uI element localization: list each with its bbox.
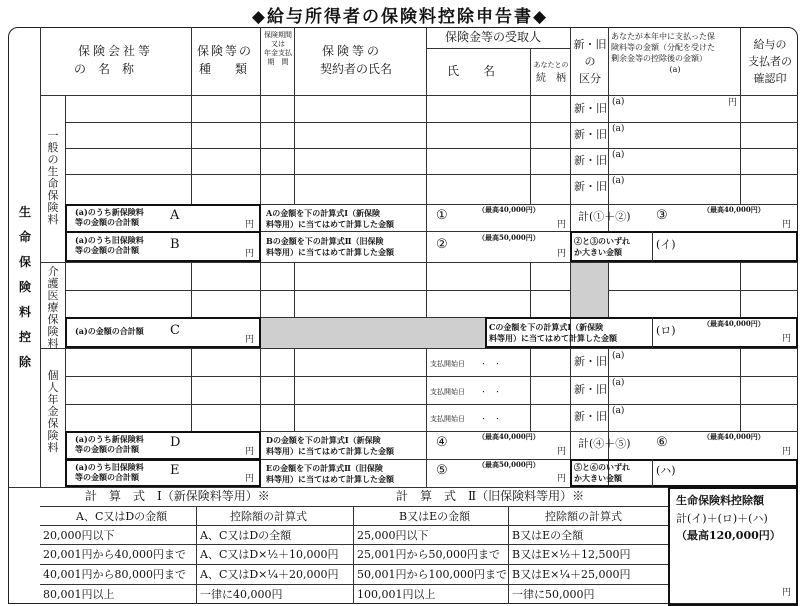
a-mark: (a) [612, 150, 625, 160]
circle-2: ② [436, 237, 448, 252]
B-desc: (a)のうち旧保険料 等の金額の合計額 [75, 235, 144, 255]
C-desc: (a)の金額の合計額 [75, 326, 144, 336]
new-old-5: 新・旧 [574, 355, 607, 368]
f2-row2-range: 25,001円から50,000円まで [357, 548, 500, 561]
yen: 円 [245, 249, 255, 259]
f1-row4-calc: 一律に40,000円 [200, 588, 283, 601]
f2-row1-range: 25,000円以下 [357, 529, 429, 542]
yen: 円 [557, 474, 567, 484]
max-50000: （最高50,000円） [478, 233, 540, 242]
E-desc: (a)のうち旧保険料 等の金額の合計額 [75, 462, 144, 482]
C-calc: Cの金額を下の計算式Ⅰ（新保険 料等用）に当てはめて計算した金額 [489, 322, 617, 343]
f1-row1-calc: A、C又はDの全額 [200, 529, 292, 542]
yen: 円 [782, 447, 792, 457]
ha-mark: (ハ) [656, 464, 676, 477]
A-desc: (a)のうち新保険料 等の金額の合計額 [75, 207, 144, 227]
i-mark: (イ) [656, 238, 676, 251]
pension-date: ・ ・ [480, 415, 501, 423]
B-calc: Bの金額を下の計算式Ⅱ（旧保険 料等用）に当てはめて計算した金額 [266, 236, 394, 257]
yen: 円 [245, 447, 255, 457]
new-old-6: 新・旧 [574, 383, 607, 396]
formula2-head2: 控除額の計算式 [545, 510, 622, 523]
yen: 円 [245, 335, 255, 345]
a-mark: (a) [612, 124, 625, 134]
max-40000: （最高40,000円） [703, 205, 765, 214]
f2-row1-calc: B又はEの全額 [512, 529, 584, 542]
total-max: （最高120,000円） [676, 529, 781, 542]
ro-mark: (ロ) [656, 324, 676, 337]
circle-5: ⑤ [436, 463, 448, 478]
yen: 円 [557, 249, 567, 259]
yen: 円 [782, 220, 792, 230]
greater-2-3: ②と③のいずれ か大きい金額 [574, 236, 630, 257]
f2-row3-range: 50,001円から100,000円まで [357, 568, 507, 581]
relation-header: あなたとの 続 柄 [533, 61, 569, 84]
pension-start: 支払開始日 [430, 360, 465, 368]
recipient-header: 保険金等の受取人 [445, 30, 542, 44]
company-header-sub: の 名 称 [74, 62, 135, 76]
max-40000: （最高40,000円） [478, 432, 540, 441]
pension-date: ・ ・ [480, 360, 501, 368]
contractor-header: 保険等の [322, 44, 383, 58]
f1-row1-range: 20,000円以下 [43, 529, 115, 542]
section-general: 一般の生命保険料 [47, 129, 59, 226]
yen: 円 [728, 98, 738, 108]
a-mark: (a) [612, 378, 625, 388]
type-header-sub: 種 類 [199, 62, 248, 76]
max-50000: （最高50,000円） [478, 460, 540, 469]
formula1-head1: A、C又はDの金額 [76, 510, 168, 523]
recipient-name-header: 氏 名 [447, 64, 496, 78]
new-old-1: 新・旧 [574, 102, 607, 115]
max-40000: （最高40,000円） [703, 432, 765, 441]
yen: 円 [245, 474, 255, 484]
C-letter: C [170, 323, 180, 338]
A-calc: Aの金額を下の計算式Ⅰ（新保険 料等用）に当てはめて計算した金額 [266, 208, 394, 229]
f1-row4-range: 80,001円以上 [43, 588, 115, 601]
period-header: 保険期間 又は 年金支払 期 間 [264, 31, 292, 66]
greater-5-6: ⑤と⑥のいずれ か大きい金額 [574, 462, 630, 483]
total-formula: 計(イ)＋(ロ)＋(ハ) [676, 512, 768, 525]
new-old-3: 新・旧 [574, 154, 607, 167]
company-header: 保険会社等 [78, 44, 154, 58]
circle-3: ③ [656, 208, 668, 223]
gray-cell [261, 318, 485, 348]
D-desc: (a)のうち新保険料 等の金額の合計額 [75, 434, 144, 454]
f1-row2-range: 20,001円から40,000円まで [43, 548, 186, 561]
circle-4: ④ [436, 435, 448, 450]
gray-cell [571, 263, 608, 317]
sum-1-2: 計(①＋②) [578, 210, 631, 223]
yen: 円 [782, 334, 792, 344]
pension-date: ・ ・ [480, 388, 501, 396]
yen: 円 [245, 220, 255, 230]
f2-row2-calc: B又はE×½＋12,500円 [512, 548, 631, 561]
f1-row3-range: 40,001円から80,000円まで [43, 568, 186, 581]
new-old-4: 新・旧 [574, 180, 607, 193]
yen: 円 [557, 447, 567, 457]
a-mark: (a) [612, 97, 625, 107]
total-title: 生命保険料控除額 [676, 494, 764, 507]
yen: 円 [557, 220, 567, 230]
yen: 円 [782, 588, 792, 598]
formula1-title: 計 算 式 Ⅰ（新保険料等用）※ [85, 489, 270, 503]
new-old-header: 新・旧 の 区分 [573, 38, 607, 85]
f2-row3-calc: B又はE×¼＋25,000円 [512, 568, 631, 581]
circle-1: ① [436, 208, 448, 223]
new-old-2: 新・旧 [574, 128, 607, 141]
type-header: 保険等の [197, 44, 254, 58]
a-mark: (a) [612, 406, 625, 416]
f2-row4-calc: 一律に50,000円 [512, 588, 595, 601]
paid-amount-header: あなたが本年中に支払った保 険料等の金額（分配を受けた 剰余金等の控除後の金額） (a) [611, 32, 715, 74]
section-pension: 個人年金保険料 [47, 369, 59, 454]
f2-row4-range: 100,001円以上 [357, 588, 436, 601]
max-40000: （最高40,000円） [478, 205, 540, 214]
contractor-header-sub: 契約者の氏名 [320, 62, 393, 76]
side-label: 生命保険料控除 [18, 205, 31, 369]
E-calc: Eの金額を下の計算式Ⅱ（旧保険 料等用）に当てはめて計算した金額 [266, 463, 394, 484]
pension-start: 支払開始日 [430, 415, 465, 423]
sum-4-5: 計(④＋⑤) [578, 437, 631, 450]
f1-row2-calc: A、C又はD×½＋10,000円 [200, 548, 339, 561]
pension-start: 支払開始日 [430, 388, 465, 396]
D-letter: D [170, 435, 181, 450]
f1-row3-calc: A、C又はD×¼＋20,000円 [200, 568, 339, 581]
form-title: ◆給与所得者の保険料控除申告書◆ [251, 7, 549, 27]
section-care: 介護医療保険料 [47, 265, 59, 350]
D-calc: Dの金額を下の計算式Ⅰ（新保険 料等用）に当てはめて計算した金額 [266, 435, 394, 456]
A-letter: A [170, 208, 180, 223]
E-letter: E [170, 463, 180, 478]
formula2-head1: B又はEの金額 [399, 510, 471, 523]
payer-confirm-header: 給与の 支払者の 確認印 [748, 38, 792, 85]
a-mark: (a) [612, 176, 625, 186]
formula2-title: 計 算 式 Ⅱ（旧保険料等用）※ [396, 489, 585, 503]
B-letter: B [170, 237, 180, 252]
formula1-head2: 控除額の計算式 [230, 510, 307, 523]
new-old-7: 新・旧 [574, 410, 607, 423]
max-40000: （最高40,000円） [703, 319, 765, 328]
a-mark: (a) [612, 351, 625, 361]
circle-6: ⑥ [656, 435, 668, 450]
